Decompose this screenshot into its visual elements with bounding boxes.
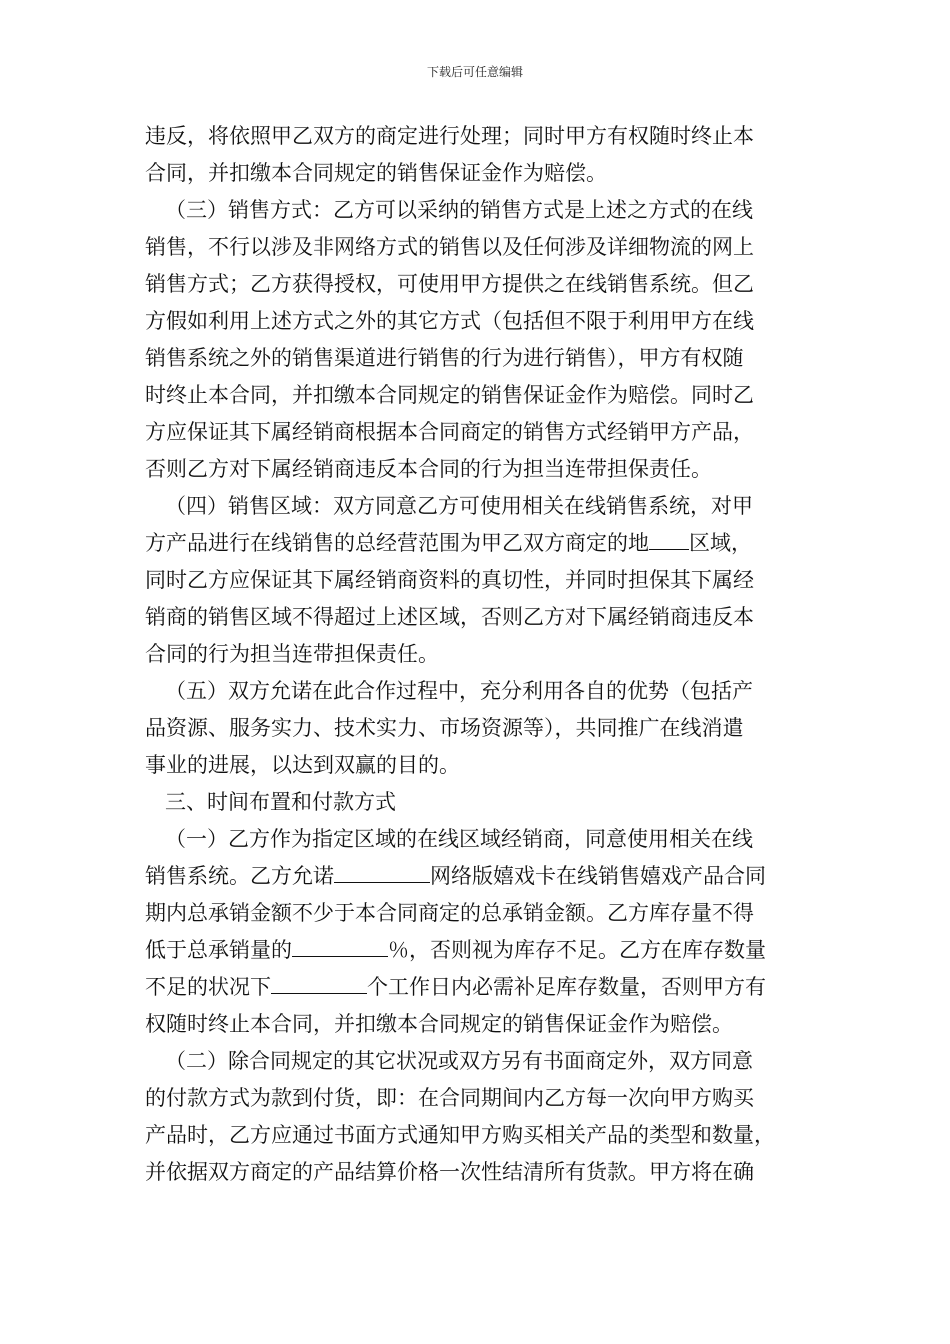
- text-line: [145, 118, 805, 155]
- text-span: 合同的行为担当连带担保责任。: [145, 642, 439, 666]
- text-line: [145, 303, 805, 340]
- text-span: 事业的进展，以达到双赢的目的。: [145, 753, 460, 777]
- text-span: 方产品进行在线销售的总经营范围为甲乙双方商定的地: [145, 531, 649, 555]
- text-line: [145, 451, 805, 488]
- text-span: 违反，将依照甲乙双方的商定进行处理；同时甲方有权随时终止本: [145, 124, 754, 148]
- text-line: [145, 1117, 805, 1154]
- text-span: 方应保证其下属经销商根据本合同商定的销售方式经销甲方产品，: [145, 420, 754, 444]
- text-span: （三）销售方式：乙方可以采纳的销售方式是上述之方式的在线: [165, 198, 753, 222]
- text-line: [145, 1043, 805, 1080]
- text-span: 销售方式；乙方获得授权，可使用甲方提供之在线销售系统。但乙: [145, 272, 754, 296]
- text-span: 销售系统之外的销售渠道进行销售的行为进行销售），甲方有权随: [145, 346, 744, 370]
- text-line: [145, 599, 805, 636]
- text-span: 合同，并扣缴本合同规定的销售保证金作为赔偿。: [145, 161, 607, 185]
- text-line: [145, 1154, 805, 1191]
- text-span: 同时乙方应保证其下属经销商资料的真切性，并同时担保其下属经: [145, 568, 754, 592]
- text-line: [145, 1006, 805, 1043]
- text-line: [145, 821, 805, 858]
- text-span: 三、时间布置和付款方式: [165, 790, 396, 814]
- text-span: 否则乙方对下属经销商违反本合同的行为担当连带担保责任。: [145, 457, 712, 481]
- text-line: [145, 673, 805, 710]
- text-line: [145, 266, 805, 303]
- text-span: 的付款方式为款到付货，即：在合同期间内乙方每一次向甲方购买: [145, 1086, 754, 1110]
- text-line: [145, 155, 805, 192]
- text-line: [145, 377, 805, 414]
- text-line: [145, 1080, 805, 1117]
- text-span: 网络版嬉戏卡在线销售嬉戏产品合同: [430, 864, 766, 888]
- text-line: [145, 340, 805, 377]
- text-span: （一）乙方作为指定区域的在线区域经销商，同意使用相关在线: [165, 827, 753, 851]
- fill-in-blank: [649, 527, 689, 550]
- text-line: [145, 192, 805, 229]
- text-line: [145, 895, 805, 932]
- text-span: 区域，: [689, 531, 752, 555]
- text-span: 并依据双方商定的产品结算价格一次性结清所有货款。甲方将在确: [145, 1160, 754, 1184]
- text-span: 时终止本合同，并扣缴本合同规定的销售保证金作为赔偿。同时乙: [145, 383, 754, 407]
- fill-in-blank: [334, 860, 430, 883]
- text-span: 品资源、服务实力、技术实力、市场资源等），共同推广在线消遣: [145, 716, 744, 740]
- text-line: [145, 525, 805, 562]
- text-line: [145, 562, 805, 599]
- text-line: [145, 229, 805, 266]
- text-line: [145, 932, 805, 969]
- text-span: 销商的销售区域不得超过上述区域，否则乙方对下属经销商违反本: [145, 605, 754, 629]
- page-header: 下载后可任意编辑: [426, 65, 523, 79]
- text-line: [145, 488, 805, 525]
- text-line: [145, 710, 805, 747]
- text-line: [145, 414, 805, 451]
- text-span: 低于总承销量的: [145, 938, 292, 962]
- text-line: [145, 747, 805, 784]
- text-span: （二）除合同规定的其它状况或双方另有书面商定外，双方同意: [165, 1049, 753, 1073]
- text-line: [145, 858, 805, 895]
- text-span: ％，否则视为库存不足。乙方在库存数量: [388, 938, 766, 962]
- text-span: （四）销售区域：双方同意乙方可使用相关在线销售系统，对甲: [165, 494, 753, 518]
- text-span: 方假如利用上述方式之外的其它方式（包括但不限于利用甲方在线: [145, 309, 754, 333]
- text-span: 个工作日内必需补足库存数量，否则甲方有: [367, 975, 766, 999]
- fill-in-blank: [271, 971, 367, 994]
- text-span: 权随时终止本合同，并扣缴本合同规定的销售保证金作为赔偿。: [145, 1012, 733, 1036]
- text-line: [145, 636, 805, 673]
- text-line: [145, 969, 805, 1006]
- text-span: 产品时，乙方应通过书面方式通知甲方购买相关产品的类型和数量，: [145, 1123, 775, 1147]
- text-span: （五）双方允诺在此合作过程中，充分利用各自的优势（包括产: [165, 679, 753, 703]
- section-heading: [145, 784, 805, 821]
- text-span: 期内总承销金额不少于本合同商定的总承销金额。乙方库存量不得: [145, 901, 754, 925]
- text-span: 不足的状况下: [145, 975, 271, 999]
- text-span: 销售，不行以涉及非网络方式的销售以及任何涉及详细物流的网上: [145, 235, 754, 259]
- text-span: 销售系统。乙方允诺: [145, 864, 334, 888]
- fill-in-blank: [292, 934, 388, 957]
- document-body: [145, 118, 805, 1191]
